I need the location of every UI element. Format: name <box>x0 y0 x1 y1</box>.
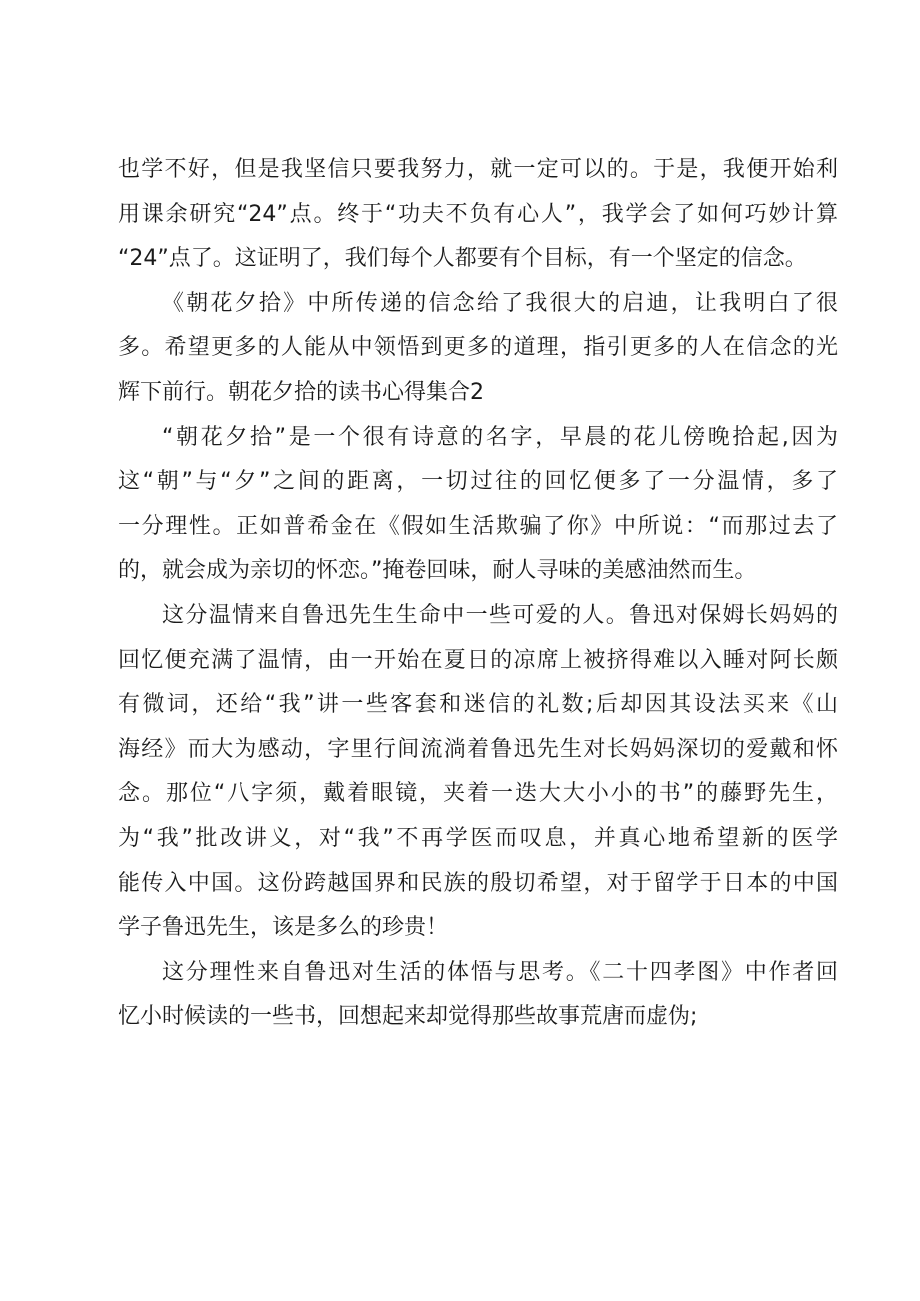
text-line: 忆小时候读的一些书，回想起来却觉得那些故事荒唐而虚伪; <box>118 1004 698 1030</box>
text-line: 有微词，还给“我”讲一些客套和迷信的礼数;后却因其设法买来《山 <box>118 692 838 718</box>
text-line: 学子鲁迅先生，该是多么的珍贵！ <box>118 915 449 941</box>
text-line: 也学不好，但是我坚信只要我努力，就一定可以的。于是，我便开始利 <box>118 157 838 182</box>
text-line: “24”点了。这证明了，我们每个人都要有个目标，有一个坚定的信念。 <box>118 246 807 272</box>
text-line: 这“朝”与“夕”之间的距离，一切过往的回忆便多了一分温情，多了 <box>118 469 838 495</box>
text-line: 能传入中国。这份跨越国界和民族的殷切希望，对于留学于日本的中国 <box>118 870 838 896</box>
text-line: 回忆便充满了温情，由一开始在夏日的凉席上被挤得难以入睡对阿长颇 <box>118 647 838 673</box>
text-line: 念。那位“八字须，戴着眼镜，夹着一迭大大小小的书”的藤野先生， <box>118 781 838 807</box>
text-line: 的，就会成为亲切的怀恋。”掩卷回味，耐人寻味的美感油然而生。 <box>118 558 757 584</box>
text-line: 《朝花夕拾》中所传递的信念给了我很大的启迪，让我明白了很 <box>162 290 838 316</box>
text-line: 一分理性。正如普希金在《假如生活欺骗了你》中所说：“而那过去了 <box>118 513 838 539</box>
text-line: 多。希望更多的人能从中领悟到更多的道理，指引更多的人在信念的光 <box>118 335 838 361</box>
text-line: 辉下前行。朝花夕拾的读书心得集合2 <box>118 379 484 405</box>
text-line: 为“我”批改讲义，对“我”不再学医而叹息，并真心地希望新的医学 <box>118 825 838 851</box>
text-line: 这分理性来自鲁迅对生活的体悟与思考。《二十四孝图》中作者回 <box>162 959 838 985</box>
text-line: 海经》而大为感动，字里行间流淌着鲁迅先生对长妈妈深切的爱戴和怀 <box>118 736 838 762</box>
document-body <box>118 148 838 1040</box>
text-line: “朝花夕拾”是一个很有诗意的名字，早晨的花儿傍晚拾起,因为 <box>162 424 838 450</box>
text-line: 这分温情来自鲁迅先生生命中一些可爱的人。鲁迅对保姆长妈妈的 <box>162 602 838 628</box>
text-line: 用课余研究“24”点。终于“功夫不负有心人”，我学会了如何巧妙计算 <box>118 201 838 227</box>
